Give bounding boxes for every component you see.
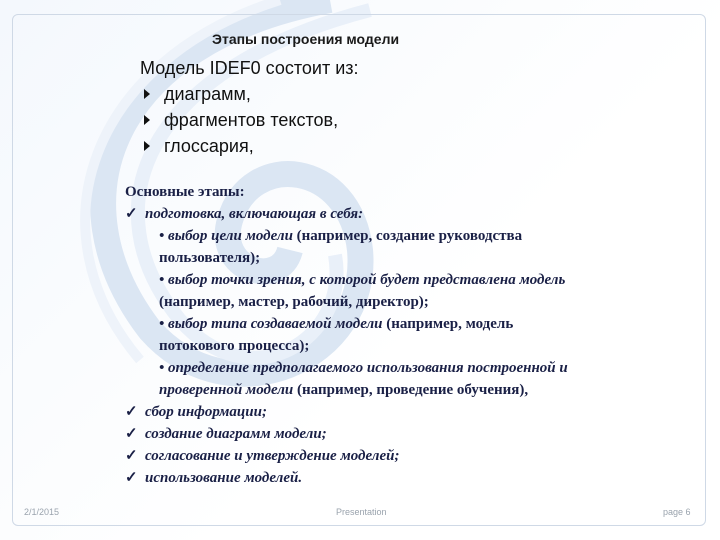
sub-item-text: (например, модель xyxy=(382,316,514,332)
triangle-bullet-icon xyxy=(144,89,150,99)
stages-heading: Основные этапы: xyxy=(125,184,245,200)
check-icon: ✓ xyxy=(125,206,138,222)
check-icon: ✓ xyxy=(125,448,138,464)
intro-line: Модель IDEF0 состоит из: xyxy=(140,58,359,78)
sub-item-text: (например, проведение обучения), xyxy=(293,382,529,398)
triangle-bullet-icon xyxy=(144,141,150,151)
stage-label: использование моделей. xyxy=(145,470,303,486)
check-icon: ✓ xyxy=(125,470,138,486)
sub-item-text: (например, создание руководства xyxy=(292,228,523,244)
sub-item xyxy=(125,313,685,335)
footer-page-number: page 6 xyxy=(663,507,691,517)
stages-list xyxy=(125,181,685,489)
component-label: диаграмм, xyxy=(164,84,251,104)
sub-item-emphasis: • определение предполагаемого использования построенной и xyxy=(159,360,568,376)
list-item xyxy=(125,445,685,467)
list-item xyxy=(125,467,685,489)
check-icon: ✓ xyxy=(125,426,138,442)
sub-item-continuation: пользователя); xyxy=(159,250,261,266)
triangle-bullet-icon xyxy=(144,115,150,125)
list-item xyxy=(140,81,359,107)
check-icon: ✓ xyxy=(125,404,138,420)
list-item xyxy=(125,423,685,445)
sub-item xyxy=(125,269,685,291)
sub-item-continuation: потокового процесса); xyxy=(159,338,310,354)
sub-item xyxy=(125,357,685,379)
slide-title: Этапы построения модели xyxy=(212,31,400,47)
sub-item-continuation: (например, мастер, рабочий, директор); xyxy=(159,294,429,310)
sub-item xyxy=(125,225,685,247)
sub-item-emphasis: • выбор типа создаваемой модели xyxy=(159,316,383,332)
stage-label: согласование и утверждение моделей; xyxy=(145,448,400,464)
sub-item-emphasis: • выбор цели модели xyxy=(159,228,293,244)
stage-label: подготовка, включающая в себя: xyxy=(145,206,364,222)
footer-date: 2/1/2015 xyxy=(24,507,60,517)
sub-item-emphasis: • выбор точки зрения, с которой будет представлена модель xyxy=(159,272,566,288)
component-label: глоссария, xyxy=(164,136,254,156)
list-item xyxy=(125,203,685,225)
list-item xyxy=(125,401,685,423)
idef0-components xyxy=(140,55,359,159)
sub-item-continuation xyxy=(125,379,685,401)
list-item xyxy=(140,107,359,133)
list-item xyxy=(140,133,359,159)
footer-center: Presentation xyxy=(336,507,387,517)
stage-label: создание диаграмм модели; xyxy=(145,426,327,442)
stage-label: сбор информации; xyxy=(145,404,267,420)
sub-item-emphasis: проверенной модели xyxy=(159,382,294,398)
component-label: фрагментов текстов, xyxy=(164,110,339,130)
